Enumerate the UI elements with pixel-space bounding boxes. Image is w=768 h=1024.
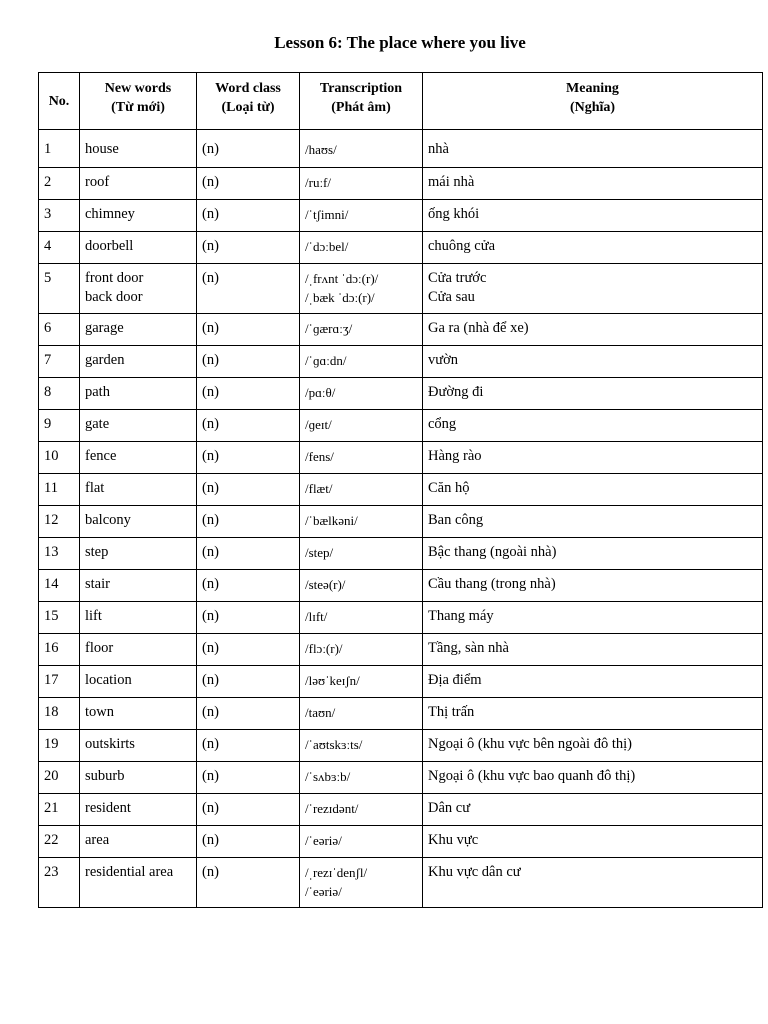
transcription-text: /ˈbælkəni/ — [305, 513, 358, 528]
table-row — [39, 698, 763, 730]
header-meaning-vi: (Nghĩa) — [569, 100, 616, 115]
meaning-text: Thị trấn — [428, 704, 475, 720]
cell-meaning — [423, 730, 763, 762]
cell-word — [80, 826, 197, 858]
table-row — [39, 730, 763, 762]
word-text: chimney — [85, 206, 135, 222]
cell-no: 5 — [39, 264, 80, 314]
cell-no: 1 — [39, 130, 80, 168]
cell-word — [80, 130, 197, 168]
cell-transcription — [300, 410, 423, 442]
cell-word-class: (n) — [197, 232, 300, 264]
cell-word-class: (n) — [197, 538, 300, 570]
cell-meaning — [423, 698, 763, 730]
cell-no: 3 — [39, 200, 80, 232]
cell-meaning — [423, 858, 763, 908]
meaning-text: Ngoại ô (khu vực bên ngoài đô thị) — [428, 736, 632, 752]
word-text: lift — [85, 608, 102, 624]
transcription-text: /pɑːθ/ — [305, 385, 336, 400]
word-text: roof — [85, 174, 110, 190]
word-text: stair — [85, 576, 110, 592]
cell-transcription — [300, 314, 423, 346]
table-row — [39, 378, 763, 410]
transcription-text: /ˈrezɪdənt/ — [305, 801, 359, 816]
cell-no: 19 — [39, 730, 80, 762]
meaning-text: mái nhà — [428, 174, 475, 190]
meaning-text: Tầng, sàn nhà — [428, 640, 509, 656]
cell-word-class: (n) — [197, 602, 300, 634]
transcription-text: /ˈdɔːbel/ — [305, 239, 349, 254]
cell-meaning — [423, 474, 763, 506]
table-row — [39, 794, 763, 826]
meaning-text: Ga ra (nhà để xe) — [428, 320, 529, 336]
cell-no: 7 — [39, 346, 80, 378]
meaning-text: Cửa trước — [428, 270, 487, 286]
transcription-text: /ˈsʌbɜːb/ — [305, 769, 351, 784]
cell-no: 2 — [39, 168, 80, 200]
meaning-text: chuông cửa — [428, 238, 496, 254]
cell-word-class: (n) — [197, 570, 300, 602]
cell-transcription — [300, 730, 423, 762]
word-text: garden — [85, 352, 125, 368]
table-row — [39, 314, 763, 346]
word-text: residential area — [85, 864, 174, 880]
meaning-text: cổng — [428, 416, 457, 432]
cell-word — [80, 200, 197, 232]
cell-transcription — [300, 232, 423, 264]
cell-meaning — [423, 314, 763, 346]
cell-word-class: (n) — [197, 762, 300, 794]
table-row — [39, 474, 763, 506]
header-word-class — [197, 73, 300, 130]
table-row — [39, 666, 763, 698]
cell-meaning — [423, 200, 763, 232]
cell-no: 6 — [39, 314, 80, 346]
header-no: No. — [39, 73, 80, 130]
cell-word — [80, 570, 197, 602]
table-row — [39, 570, 763, 602]
cell-transcription — [300, 826, 423, 858]
table-body — [39, 130, 763, 908]
table-header-row — [39, 73, 763, 130]
meaning-text: Khu vực dân cư — [428, 864, 521, 880]
cell-transcription — [300, 570, 423, 602]
cell-word — [80, 506, 197, 538]
cell-word-class: (n) — [197, 730, 300, 762]
meaning-text: Đường đi — [428, 384, 484, 400]
cell-meaning — [423, 378, 763, 410]
word-text: balcony — [85, 512, 131, 528]
cell-no: 21 — [39, 794, 80, 826]
word-text: location — [85, 672, 132, 688]
cell-meaning — [423, 666, 763, 698]
word-text: front door — [85, 270, 144, 286]
transcription-text: /ləʊˈkeɪʃn/ — [305, 673, 360, 688]
cell-no: 20 — [39, 762, 80, 794]
cell-transcription — [300, 698, 423, 730]
cell-meaning — [423, 232, 763, 264]
vocabulary-table — [38, 72, 763, 908]
cell-word — [80, 264, 197, 314]
cell-word-class: (n) — [197, 506, 300, 538]
meaning-text: Căn hộ — [428, 480, 470, 496]
cell-transcription — [300, 762, 423, 794]
cell-transcription — [300, 264, 423, 314]
cell-transcription — [300, 506, 423, 538]
transcription-text: /ˈaʊtskɜːts/ — [305, 737, 363, 752]
cell-word — [80, 762, 197, 794]
cell-transcription — [300, 346, 423, 378]
cell-word-class: (n) — [197, 200, 300, 232]
header-new-words-vi: (Từ mới) — [111, 100, 165, 115]
table-row — [39, 410, 763, 442]
cell-transcription — [300, 378, 423, 410]
cell-word — [80, 666, 197, 698]
header-word-class-en: Word class — [215, 81, 281, 96]
table-row — [39, 264, 763, 314]
transcription-text: /flæt/ — [305, 481, 333, 496]
cell-transcription — [300, 474, 423, 506]
header-transcription — [300, 73, 423, 130]
meaning-text: Bậc thang (ngoài nhà) — [428, 544, 557, 560]
cell-transcription — [300, 538, 423, 570]
cell-word — [80, 698, 197, 730]
word-text: suburb — [85, 768, 125, 784]
transcription-text: /taʊn/ — [305, 705, 336, 720]
cell-meaning — [423, 442, 763, 474]
cell-word-class: (n) — [197, 666, 300, 698]
table-row — [39, 232, 763, 264]
word-text: step — [85, 544, 109, 560]
cell-transcription — [300, 168, 423, 200]
transcription-text: /lɪft/ — [305, 609, 328, 624]
meaning-text: Ngoại ô (khu vực bao quanh đô thị) — [428, 768, 636, 784]
cell-word — [80, 858, 197, 908]
cell-word — [80, 538, 197, 570]
cell-word-class: (n) — [197, 314, 300, 346]
cell-meaning — [423, 762, 763, 794]
word-text: floor — [85, 640, 114, 656]
cell-transcription — [300, 634, 423, 666]
cell-word — [80, 474, 197, 506]
meaning-text: Địa điểm — [428, 672, 482, 688]
cell-no: 10 — [39, 442, 80, 474]
cell-word-class: (n) — [197, 346, 300, 378]
cell-word-class: (n) — [197, 264, 300, 314]
meaning-text: Thang máy — [428, 608, 494, 624]
cell-meaning — [423, 264, 763, 314]
cell-meaning — [423, 570, 763, 602]
header-new-words-en: New words — [104, 81, 172, 96]
cell-transcription — [300, 442, 423, 474]
word-text: outskirts — [85, 736, 135, 752]
cell-word-class: (n) — [197, 168, 300, 200]
cell-word-class: (n) — [197, 410, 300, 442]
cell-no: 14 — [39, 570, 80, 602]
cell-meaning — [423, 634, 763, 666]
page-title: Lesson 6: The place where you live — [274, 33, 526, 52]
word-text: resident — [85, 800, 131, 816]
table-row — [39, 602, 763, 634]
cell-no: 18 — [39, 698, 80, 730]
table-row — [39, 858, 763, 908]
cell-no: 9 — [39, 410, 80, 442]
word-text: doorbell — [85, 238, 134, 254]
cell-word — [80, 168, 197, 200]
cell-transcription — [300, 858, 423, 908]
header-new-words — [80, 73, 197, 130]
cell-no: 15 — [39, 602, 80, 634]
word-text: path — [85, 384, 110, 400]
transcription-text: /ˌbæk ˈdɔː(r)/ — [305, 290, 375, 305]
table-row — [39, 538, 763, 570]
meaning-text: Dân cư — [428, 800, 471, 816]
table-row — [39, 762, 763, 794]
cell-word — [80, 602, 197, 634]
table-row — [39, 634, 763, 666]
table-row — [39, 826, 763, 858]
cell-no: 16 — [39, 634, 80, 666]
cell-word — [80, 730, 197, 762]
transcription-text: /ˌrezɪˈdenʃl/ — [305, 865, 368, 880]
cell-word — [80, 314, 197, 346]
transcription-text: /steə(r)/ — [305, 577, 346, 592]
cell-word-class: (n) — [197, 378, 300, 410]
cell-word-class: (n) — [197, 130, 300, 168]
word-text: fence — [85, 448, 117, 464]
cell-word-class: (n) — [197, 634, 300, 666]
transcription-text: /ɡeɪt/ — [305, 417, 332, 432]
cell-word — [80, 634, 197, 666]
transcription-text: /step/ — [305, 545, 334, 560]
cell-word-class: (n) — [197, 442, 300, 474]
cell-meaning — [423, 826, 763, 858]
header-word-class-vi: (Loại từ) — [221, 100, 275, 115]
meaning-text: Cầu thang (trong nhà) — [428, 576, 556, 592]
cell-no: 12 — [39, 506, 80, 538]
cell-word-class: (n) — [197, 826, 300, 858]
word-text: back door — [85, 289, 143, 305]
meaning-text: ống khói — [428, 206, 480, 222]
cell-meaning — [423, 130, 763, 168]
meaning-text: Khu vực — [428, 832, 479, 848]
table-row — [39, 506, 763, 538]
cell-meaning — [423, 538, 763, 570]
cell-word — [80, 442, 197, 474]
cell-no: 23 — [39, 858, 80, 908]
table-row — [39, 200, 763, 232]
cell-no: 13 — [39, 538, 80, 570]
cell-word — [80, 378, 197, 410]
table-row — [39, 130, 763, 168]
cell-meaning — [423, 346, 763, 378]
transcription-text: /ˈɡærɑːʒ/ — [305, 321, 353, 336]
cell-word — [80, 232, 197, 264]
transcription-text: /haʊs/ — [305, 142, 337, 157]
cell-transcription — [300, 130, 423, 168]
word-text: flat — [85, 480, 105, 496]
cell-no: 8 — [39, 378, 80, 410]
transcription-text: /ruːf/ — [305, 175, 331, 190]
cell-meaning — [423, 602, 763, 634]
cell-word — [80, 346, 197, 378]
cell-word-class: (n) — [197, 474, 300, 506]
transcription-text: /ˌfrʌnt ˈdɔː(r)/ — [305, 271, 379, 286]
meaning-text: Hàng rào — [428, 448, 482, 464]
word-text: garage — [85, 320, 124, 336]
cell-word — [80, 794, 197, 826]
cell-transcription — [300, 200, 423, 232]
header-meaning — [423, 73, 763, 130]
transcription-text: /fens/ — [305, 449, 334, 464]
transcription-text: /ˈtʃimni/ — [305, 207, 349, 222]
cell-word-class: (n) — [197, 698, 300, 730]
cell-transcription — [300, 602, 423, 634]
header-meaning-en: Meaning — [566, 81, 619, 96]
cell-meaning — [423, 794, 763, 826]
cell-meaning — [423, 506, 763, 538]
transcription-text: /ˈeəriə/ — [305, 833, 342, 848]
meaning-text: vườn — [428, 352, 459, 368]
meaning-text: Cửa sau — [428, 289, 475, 305]
cell-word-class: (n) — [197, 858, 300, 908]
cell-meaning — [423, 410, 763, 442]
table-row — [39, 442, 763, 474]
cell-word-class: (n) — [197, 794, 300, 826]
cell-meaning — [423, 168, 763, 200]
meaning-text: Ban công — [428, 512, 484, 528]
word-text: house — [85, 141, 119, 157]
word-text: area — [85, 832, 110, 848]
header-transcription-en: Transcription — [319, 81, 403, 96]
table-row — [39, 346, 763, 378]
cell-transcription — [300, 794, 423, 826]
word-text: town — [85, 704, 114, 720]
cell-word — [80, 410, 197, 442]
meaning-text: nhà — [428, 141, 449, 157]
cell-no: 17 — [39, 666, 80, 698]
cell-transcription — [300, 666, 423, 698]
table-row — [39, 168, 763, 200]
cell-no: 11 — [39, 474, 80, 506]
header-transcription-vi: (Phát âm) — [331, 100, 391, 115]
transcription-text: /ˈeəriə/ — [305, 884, 342, 899]
transcription-text: /flɔː(r)/ — [305, 641, 343, 656]
word-text: gate — [85, 416, 110, 432]
transcription-text: /ˈɡɑːdn/ — [305, 353, 347, 368]
cell-no: 4 — [39, 232, 80, 264]
cell-no: 22 — [39, 826, 80, 858]
